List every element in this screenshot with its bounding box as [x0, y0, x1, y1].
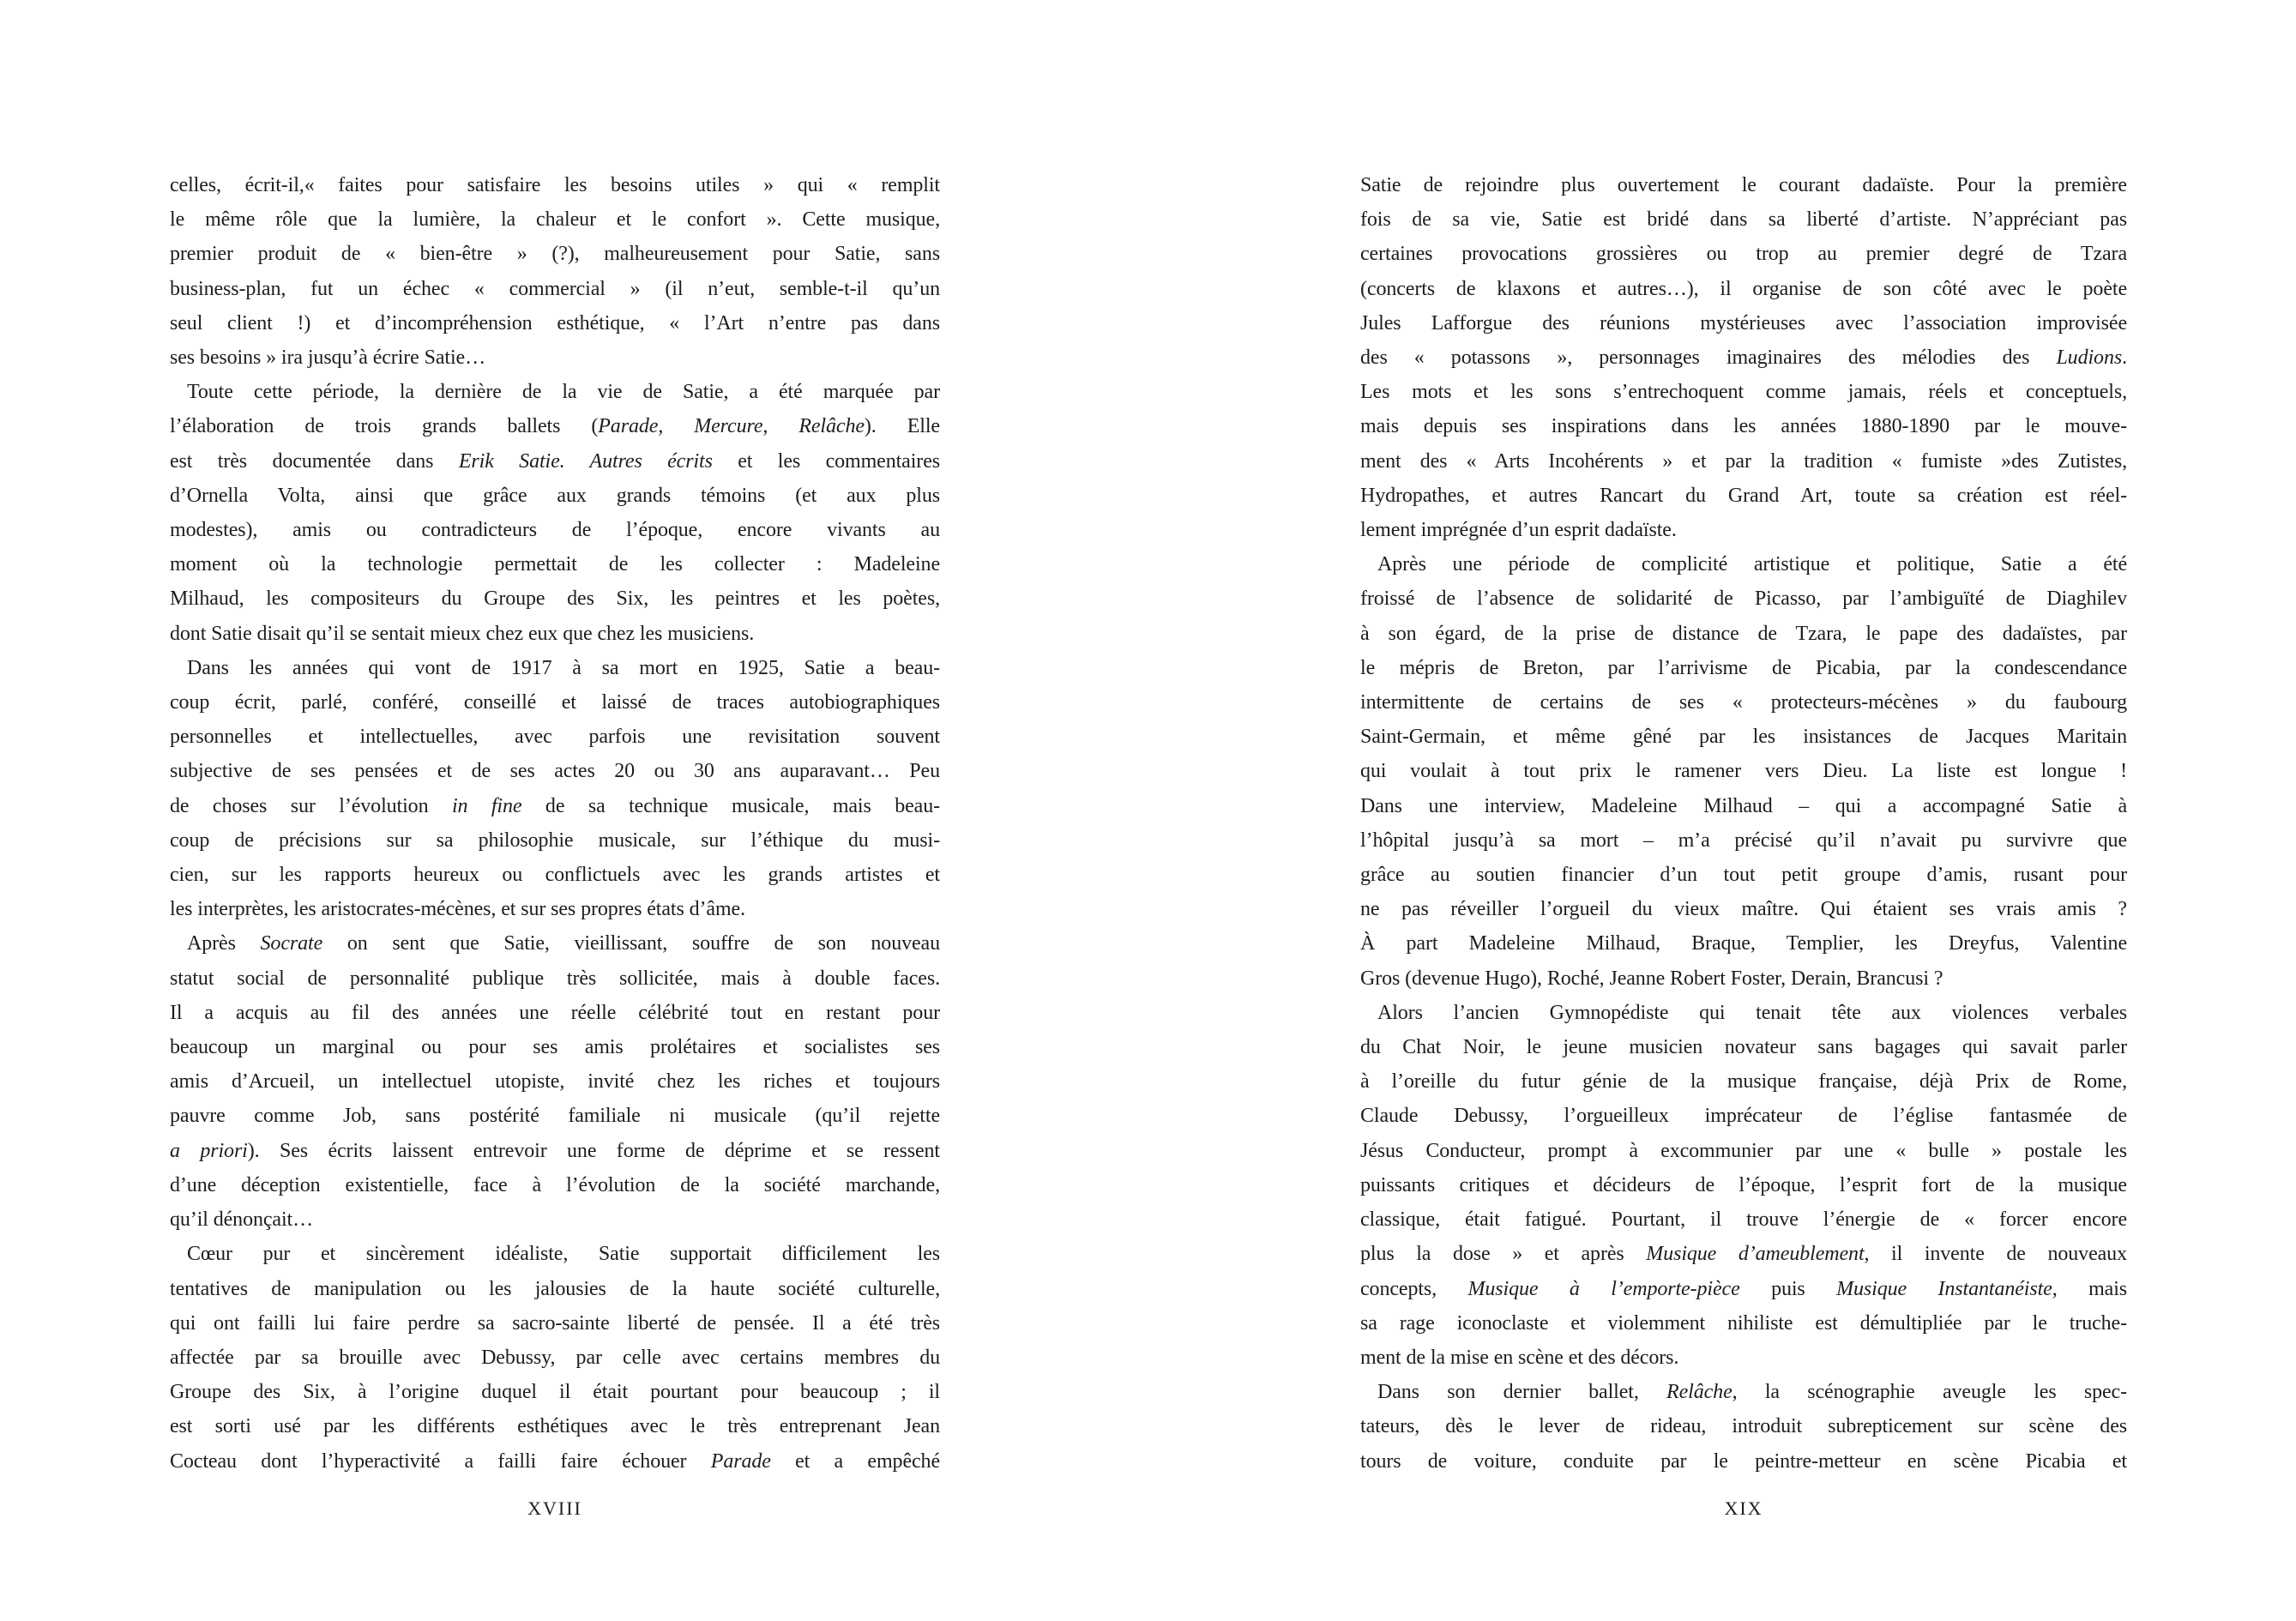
work-title-italic: Relâche	[1666, 1381, 1733, 1404]
text-segment: Milhaud, les compositeurs du Groupe des Six, les peintres et les poètes,	[170, 588, 940, 611]
text-line	[170, 996, 940, 1030]
text-segment: Après une période de complicité artistique et politique, Satie a été	[1377, 553, 2127, 576]
text-line	[170, 409, 940, 443]
text-line	[170, 858, 940, 892]
text-segment: tateurs, dès le lever de rideau, introduit subrepticement sur scène des	[1360, 1415, 2127, 1438]
text-line	[170, 1202, 940, 1237]
text-line	[170, 513, 940, 547]
text-segment: .	[2122, 346, 2127, 370]
work-title-italic: Parade	[710, 1449, 771, 1473]
text-line	[170, 168, 940, 202]
text-segment: , il invente de nouveaux	[1864, 1243, 2127, 1266]
work-title-italic: Relâche	[798, 415, 865, 438]
work-title-italic: Erik Satie. Autres écrits	[458, 449, 713, 473]
text-line	[1360, 926, 2127, 961]
text-line	[1360, 651, 2127, 685]
text-segment: , la scénographie aveugle les spec-	[1732, 1381, 2127, 1404]
text-segment: des « potassons », personnages imaginaires des mélodies des	[1360, 346, 2057, 370]
text-line	[1360, 961, 2127, 996]
text-segment: celles, écrit-il,« faites pour satisfaire les besoins utiles » qui « remplit	[170, 174, 940, 196]
text-line	[170, 617, 940, 651]
text-segment: et a empêché	[770, 1449, 940, 1473]
text-segment: de sa technique musicale, mais beau-	[521, 794, 940, 817]
text-line	[170, 720, 940, 754]
text-line	[1360, 582, 2127, 616]
work-title-italic: Musique Instantanéiste	[1836, 1277, 2052, 1300]
text-line	[1360, 444, 2127, 479]
text-segment: lement imprégnée d’un esprit dadaïste.	[1360, 519, 1677, 542]
text-segment: Hydropathes, et autres Rancart du Grand Art, toute sa création est réel-	[1360, 484, 2127, 507]
text-segment: modestes), amis ou contradicteurs de l’époque, encore vivants au	[170, 519, 940, 542]
text-segment: et les commentaires	[712, 449, 940, 473]
text-segment: Alors l’ancien Gymnopédiste qui tenait tête aux violences verbales	[1377, 1001, 2127, 1024]
page-left-page-number: XVIII	[527, 1497, 582, 1519]
work-title-italic: Musique à l’emporte-pièce	[1467, 1277, 1740, 1300]
text-line	[170, 1237, 940, 1271]
text-segment: sa rage iconoclaste et violemment nihiliste est démultipliée par le truche-	[1360, 1311, 2127, 1335]
text-line	[170, 202, 940, 237]
text-segment: Dans son dernier ballet,	[1377, 1381, 1667, 1404]
text-segment: Toute cette période, la dernière de la vie de Satie, a été marquée par	[187, 381, 940, 404]
page-right	[1148, 0, 2296, 1621]
text-segment: tours de voiture, conduite par le peintre-metteur en scène Picabia et	[1360, 1449, 2127, 1473]
text-segment: qu’il dénonçait…	[170, 1208, 314, 1232]
text-segment: amis d’Arcueil, un intellectuel utopiste, invité chez les riches et toujours	[170, 1070, 940, 1094]
text-line	[170, 444, 940, 479]
text-segment: À part Madeleine Milhaud, Braque, Templier, les Dreyfus, Valentine	[1360, 932, 2127, 955]
text-segment: ). Elle	[864, 415, 940, 438]
text-line	[1360, 1375, 2127, 1409]
text-segment: coup de précisions sur sa philosophie musicale, sur l’éthique du musi-	[170, 829, 940, 852]
text-line	[170, 306, 940, 340]
text-line	[1360, 1064, 2127, 1099]
text-line	[170, 582, 940, 616]
text-line	[1360, 1237, 2127, 1271]
text-segment: ,	[658, 415, 695, 438]
page-right-page-number: XIX	[1724, 1497, 1763, 1519]
text-line	[170, 823, 940, 858]
text-segment: dont Satie disait qu’il se sentait mieux chez eux que chez les musiciens.	[170, 622, 755, 645]
text-line	[170, 1306, 940, 1341]
text-segment: seul client !) et d’incompréhension esthétique, « l’Art n’entre pas dans	[170, 311, 940, 334]
text-segment: mais depuis ses inspirations dans les années 1880-1890 par le mouve-	[1360, 415, 2127, 438]
text-line	[1360, 306, 2127, 340]
text-line	[170, 789, 940, 823]
text-segment: classique, était fatigué. Pourtant, il trouve l’énergie de « forcer encore	[1360, 1208, 2127, 1232]
page-right-text-column	[1360, 168, 2127, 1479]
text-line	[1360, 996, 2127, 1030]
text-segment: , mais	[2052, 1277, 2128, 1300]
text-segment: Les mots et les sons s’entrechoquent comme jamais, réels et conceptuels,	[1360, 381, 2127, 404]
text-segment: ,	[762, 415, 799, 438]
text-segment: Après	[187, 932, 261, 955]
text-segment: plus la dose » et après	[1360, 1243, 1647, 1266]
text-segment: tentatives de manipulation ou les jalousies de la haute société culturelle,	[170, 1277, 940, 1300]
text-line	[1360, 168, 2127, 202]
text-line	[1360, 340, 2127, 375]
text-segment: ). Ses écrits laissent entrevoir une forme de déprime et se ressent	[247, 1139, 940, 1162]
text-segment: on sent que Satie, vieillissant, souffre de son nouveau	[322, 932, 940, 955]
text-segment: moment où la technologie permettait de les collecter : Madeleine	[170, 553, 940, 576]
text-segment: du Chat Noir, le jeune musicien novateur sans bagages qui savait parler	[1360, 1036, 2127, 1059]
text-segment: Il a acquis au fil des années une réelle célébrité tout en restant pour	[170, 1001, 940, 1024]
text-line	[170, 547, 940, 582]
text-segment: Satie de rejoindre plus ouvertement le courant dadaïste. Pour la première	[1360, 174, 2127, 196]
text-segment: qui voulait à tout prix le ramener vers Dieu. La liste est longue !	[1360, 760, 2127, 783]
text-line	[1360, 617, 2127, 651]
page-left-text-column	[170, 168, 940, 1479]
text-segment: Claude Debussy, l’orgueilleux imprécateur de l’église fantasmée de	[1360, 1105, 2127, 1128]
text-segment: à l’oreille du futur génie de la musique française, déjà Prix de Rome,	[1360, 1070, 2127, 1094]
text-segment: le mépris de Breton, par l’arrivisme de Picabia, par la condescendance	[1360, 656, 2127, 679]
text-segment: ses besoins » ira jusqu’à écrire Satie…	[170, 346, 485, 370]
text-segment: Gros (devenue Hugo), Roché, Jeanne Robert Foster, Derain, Brancusi ?	[1360, 967, 1943, 990]
text-segment: puissants critiques et décideurs de l’époque, l’esprit fort de la musique	[1360, 1173, 2127, 1196]
text-segment: pauvre comme Job, sans postérité familiale ni musicale (qu’il rejette	[170, 1105, 940, 1128]
text-segment: certaines provocations grossières ou trop au premier degré de Tzara	[1360, 243, 2127, 266]
text-segment: coup écrit, parlé, conféré, conseillé et laissé de traces autobiographiques	[170, 691, 940, 714]
text-segment: ne pas réveiller l’orgueil du vieux maître. Qui étaient ses vrais amis ?	[1360, 898, 2127, 921]
text-line	[1360, 1134, 2127, 1168]
text-line	[170, 651, 940, 685]
text-line	[170, 926, 940, 961]
work-title-italic: in fine	[451, 794, 522, 817]
text-line	[170, 237, 940, 271]
text-segment: puis	[1739, 1277, 1837, 1300]
text-line	[1360, 789, 2127, 823]
text-line	[170, 479, 940, 513]
text-line	[170, 685, 940, 720]
text-line	[1360, 237, 2127, 271]
text-line	[1360, 685, 2127, 720]
text-line	[1360, 479, 2127, 513]
work-title-italic: Ludions	[2056, 346, 2123, 370]
work-title-italic: a priori	[170, 1139, 248, 1162]
text-line	[1360, 1099, 2127, 1133]
text-line	[1360, 1444, 2127, 1479]
text-line	[1360, 720, 2127, 754]
work-title-italic: Socrate	[260, 932, 323, 955]
text-line	[170, 961, 940, 996]
text-segment: personnelles et intellectuelles, avec parfois une revisitation souvent	[170, 726, 940, 749]
text-line	[170, 1134, 940, 1168]
text-segment: Jules Lafforgue des réunions mystérieuses avec l’association improvisée	[1360, 311, 2127, 334]
text-line	[1360, 409, 2127, 443]
text-line	[1360, 1409, 2127, 1443]
text-segment: l’hôpital jusqu’à sa mort – m’a précisé qu’il n’avait pu survivre que	[1360, 829, 2127, 852]
text-line	[170, 1409, 940, 1443]
text-line	[170, 1272, 940, 1306]
text-line	[170, 1341, 940, 1375]
text-segment: premier produit de « bien-être » (?), malheureusement pour Satie, sans	[170, 243, 940, 266]
text-segment: grâce au soutien financier d’un tout petit groupe d’amis, rusant pour	[1360, 864, 2127, 887]
text-line	[170, 1375, 940, 1409]
text-segment: Saint-Germain, et même gêné par les insistances de Jacques Maritain	[1360, 726, 2127, 749]
text-segment: affectée par sa brouille avec Debussy, par celle avec certains membres du	[170, 1346, 940, 1369]
text-line	[1360, 892, 2127, 926]
text-line	[170, 892, 940, 926]
text-line	[1360, 1202, 2127, 1237]
text-line	[1360, 754, 2127, 788]
text-segment: de choses sur l’évolution	[170, 794, 452, 817]
text-segment: les interprètes, les aristocrates-mécènes, et sur ses propres états d’âme.	[170, 898, 745, 921]
text-line	[170, 1099, 940, 1133]
text-line	[1360, 1272, 2127, 1306]
text-line	[1360, 823, 2127, 858]
text-line	[1360, 513, 2127, 547]
text-segment: est sorti usé par les différents esthétiques avec le très entreprenant Jean	[170, 1415, 940, 1438]
text-line	[1360, 858, 2127, 892]
work-title-italic: Mercure	[694, 415, 763, 438]
text-line	[170, 1064, 940, 1099]
text-segment: concepts,	[1360, 1277, 1468, 1300]
work-title-italic: Musique d’ameublement	[1646, 1243, 1865, 1266]
text-line	[170, 272, 940, 306]
text-segment: Dans une interview, Madeleine Milhaud – qui a accompagné Satie à	[1360, 794, 2127, 817]
text-segment: business-plan, fut un échec « commercial » (il n’eut, semble-t-il qu’un	[170, 277, 940, 300]
text-line	[1360, 547, 2127, 582]
text-segment: (concerts de klaxons et autres…), il organise de son côté avec le poète	[1360, 277, 2127, 300]
text-segment: Groupe des Six, à l’origine duquel il était pourtant pour beaucoup ; il	[170, 1381, 940, 1404]
text-segment: est très documentée dans	[170, 449, 459, 473]
text-segment: intermittente de certains de ses « protecteurs-mécènes » du faubourg	[1360, 691, 2127, 714]
text-segment: Cocteau dont l’hyperactivité a failli faire échouer	[170, 1449, 711, 1473]
text-segment: d’Ornella Volta, ainsi que grâce aux grands témoins (et aux plus	[170, 484, 940, 507]
text-segment: beaucoup un marginal ou pour ses amis prolétaires et socialistes ses	[170, 1036, 940, 1059]
text-line	[170, 1168, 940, 1202]
text-segment: l’élaboration de trois grands ballets (	[170, 415, 599, 438]
text-line	[170, 1030, 940, 1064]
text-line	[1360, 202, 2127, 237]
text-segment: statut social de personnalité publique très sollicitée, mais à double faces.	[170, 967, 940, 990]
text-line	[1360, 1168, 2127, 1202]
text-line	[170, 340, 940, 375]
text-segment: qui ont failli lui faire perdre sa sacro-sainte liberté de pensée. Il a été très	[170, 1311, 940, 1335]
text-line	[170, 754, 940, 788]
text-segment: Jésus Conducteur, prompt à excommunier par une « bulle » postale les	[1360, 1139, 2127, 1162]
text-segment: d’une déception existentielle, face à l’évolution de la société marchande,	[170, 1173, 940, 1196]
text-segment: le même rôle que la lumière, la chaleur et le confort ». Cette musique,	[170, 208, 940, 232]
text-segment: subjective de ses pensées et de ses actes 20 ou 30 ans auparavant… Peu	[170, 760, 940, 783]
text-line	[1360, 1341, 2127, 1375]
text-segment: cien, sur les rapports heureux ou conflictuels avec les grands artistes et	[170, 864, 940, 887]
text-segment: ment des « Arts Incohérents » et par la tradition « fumiste »des Zutistes,	[1360, 449, 2127, 473]
text-line	[1360, 1306, 2127, 1341]
text-segment: Dans les années qui vont de 1917 à sa mort en 1925, Satie a beau-	[187, 656, 940, 679]
text-segment: froissé de l’absence de solidarité de Picasso, par l’ambiguïté de Diaghilev	[1360, 588, 2127, 611]
text-line	[170, 1444, 940, 1479]
text-line	[170, 375, 940, 409]
text-segment: fois de sa vie, Satie est bridé dans sa liberté d’artiste. N’appréciant pas	[1360, 208, 2127, 232]
text-segment: Cœur pur et sincèrement idéaliste, Satie supportait difficilement les	[187, 1243, 940, 1266]
work-title-italic: Parade	[598, 415, 659, 438]
text-line	[1360, 1030, 2127, 1064]
text-line	[1360, 272, 2127, 306]
text-segment: ment de la mise en scène et des décors.	[1360, 1346, 1679, 1369]
text-line	[1360, 375, 2127, 409]
text-segment: à son égard, de la prise de distance de Tzara, le pape des dadaïstes, par	[1360, 622, 2127, 645]
